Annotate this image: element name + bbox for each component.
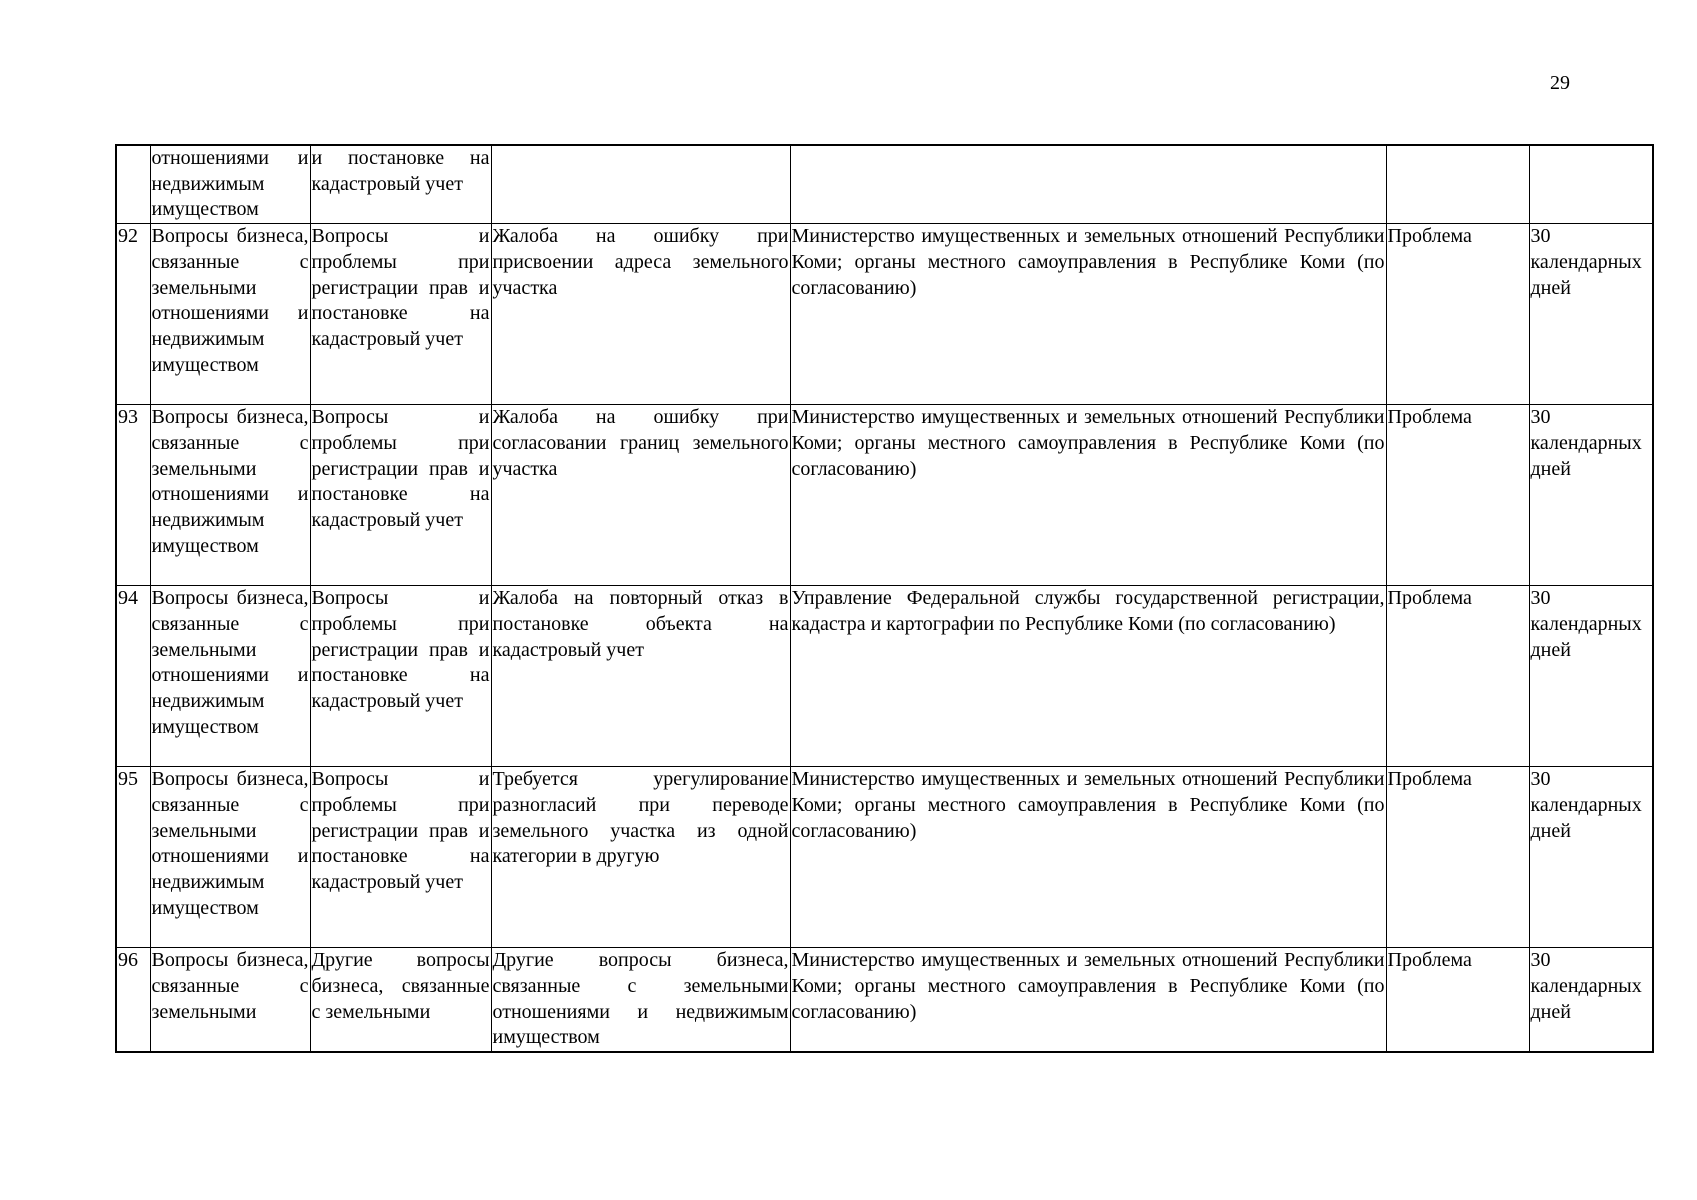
organization-cell: Министерство имущественных и земельных отношений Республики Коми; органы местного самоуправления в Республике Коми (по согласованию) <box>790 767 1386 948</box>
row-number-cell: 96 <box>116 948 150 1052</box>
description-cell: Требуется урегулирование разногласий при переводе земельного участка из одной категории в другую <box>491 767 790 948</box>
organization-cell: Министерство имущественных и земельных отношений Республики Коми; органы местного самоуправления в Республике Коми (по согласованию) <box>790 405 1386 586</box>
term-cell: 30 календарных дней <box>1529 948 1653 1052</box>
subtopic-cell: Вопросы и проблемы при регистрации прав и постановке на кадастровый учет <box>310 586 491 767</box>
row-number-cell: 94 <box>116 586 150 767</box>
table-row <box>116 767 1653 948</box>
term-cell <box>1529 145 1653 224</box>
row-number-cell <box>116 145 150 224</box>
subtopic-cell: и постановке на кадастровый учет <box>310 145 491 224</box>
table-row-continuation <box>116 145 1653 224</box>
description-cell: Жалоба на повторный отказ в постановке объекта на кадастровый учет <box>491 586 790 767</box>
topic-cell: Вопросы бизнеса, связанные с земельными <box>150 948 310 1052</box>
term-cell: 30 календарных дней <box>1529 767 1653 948</box>
description-cell: Жалоба на ошибку при согласовании границ земельного участка <box>491 405 790 586</box>
row-number-cell: 93 <box>116 405 150 586</box>
page-number: 29 <box>1550 72 1570 94</box>
row-number-cell: 92 <box>116 224 150 405</box>
type-cell: Проблема <box>1386 224 1529 405</box>
topic-cell: Вопросы бизнеса, связанные с земельными отношениями и недвижимым имуществом <box>150 405 310 586</box>
table-row <box>116 224 1653 405</box>
term-cell: 30 календарных дней <box>1529 224 1653 405</box>
topic-cell: Вопросы бизнеса, связанные с земельными отношениями и недвижимым имуществом <box>150 224 310 405</box>
description-cell <box>491 145 790 224</box>
type-cell: Проблема <box>1386 948 1529 1052</box>
term-cell: 30 календарных дней <box>1529 405 1653 586</box>
organization-cell: Министерство имущественных и земельных отношений Республики Коми; органы местного самоуправления в Республике Коми (по согласованию) <box>790 224 1386 405</box>
subtopic-cell: Вопросы и проблемы при регистрации прав и постановке на кадастровый учет <box>310 224 491 405</box>
organization-cell: Министерство имущественных и земельных отношений Республики Коми; органы местного самоуправления в Республике Коми (по согласованию) <box>790 948 1386 1052</box>
subtopic-cell: Другие вопросы бизнеса, связанные с земельными <box>310 948 491 1052</box>
table-row <box>116 948 1653 1052</box>
document-table <box>115 144 1654 1053</box>
row-number-cell: 95 <box>116 767 150 948</box>
subtopic-cell: Вопросы и проблемы при регистрации прав и постановке на кадастровый учет <box>310 767 491 948</box>
topic-cell: отношениями и недвижимым имуществом <box>150 145 310 224</box>
type-cell: Проблема <box>1386 767 1529 948</box>
type-cell: Проблема <box>1386 405 1529 586</box>
term-cell: 30 календарных дней <box>1529 586 1653 767</box>
description-cell: Жалоба на ошибку при присвоении адреса земельного участка <box>491 224 790 405</box>
topic-cell: Вопросы бизнеса, связанные с земельными отношениями и недвижимым имуществом <box>150 767 310 948</box>
subtopic-cell: Вопросы и проблемы при регистрации прав и постановке на кадастровый учет <box>310 405 491 586</box>
organization-cell <box>790 145 1386 224</box>
organization-cell: Управление Федеральной службы государственной регистрации, кадастра и картографии по Республике Коми (по согласованию) <box>790 586 1386 767</box>
description-cell: Другие вопросы бизнеса, связанные с земельными отношениями и недвижимым имуществом <box>491 948 790 1052</box>
table-row <box>116 586 1653 767</box>
table-row <box>116 405 1653 586</box>
type-cell: Проблема <box>1386 586 1529 767</box>
type-cell <box>1386 145 1529 224</box>
topic-cell: Вопросы бизнеса, связанные с земельными отношениями и недвижимым имуществом <box>150 586 310 767</box>
